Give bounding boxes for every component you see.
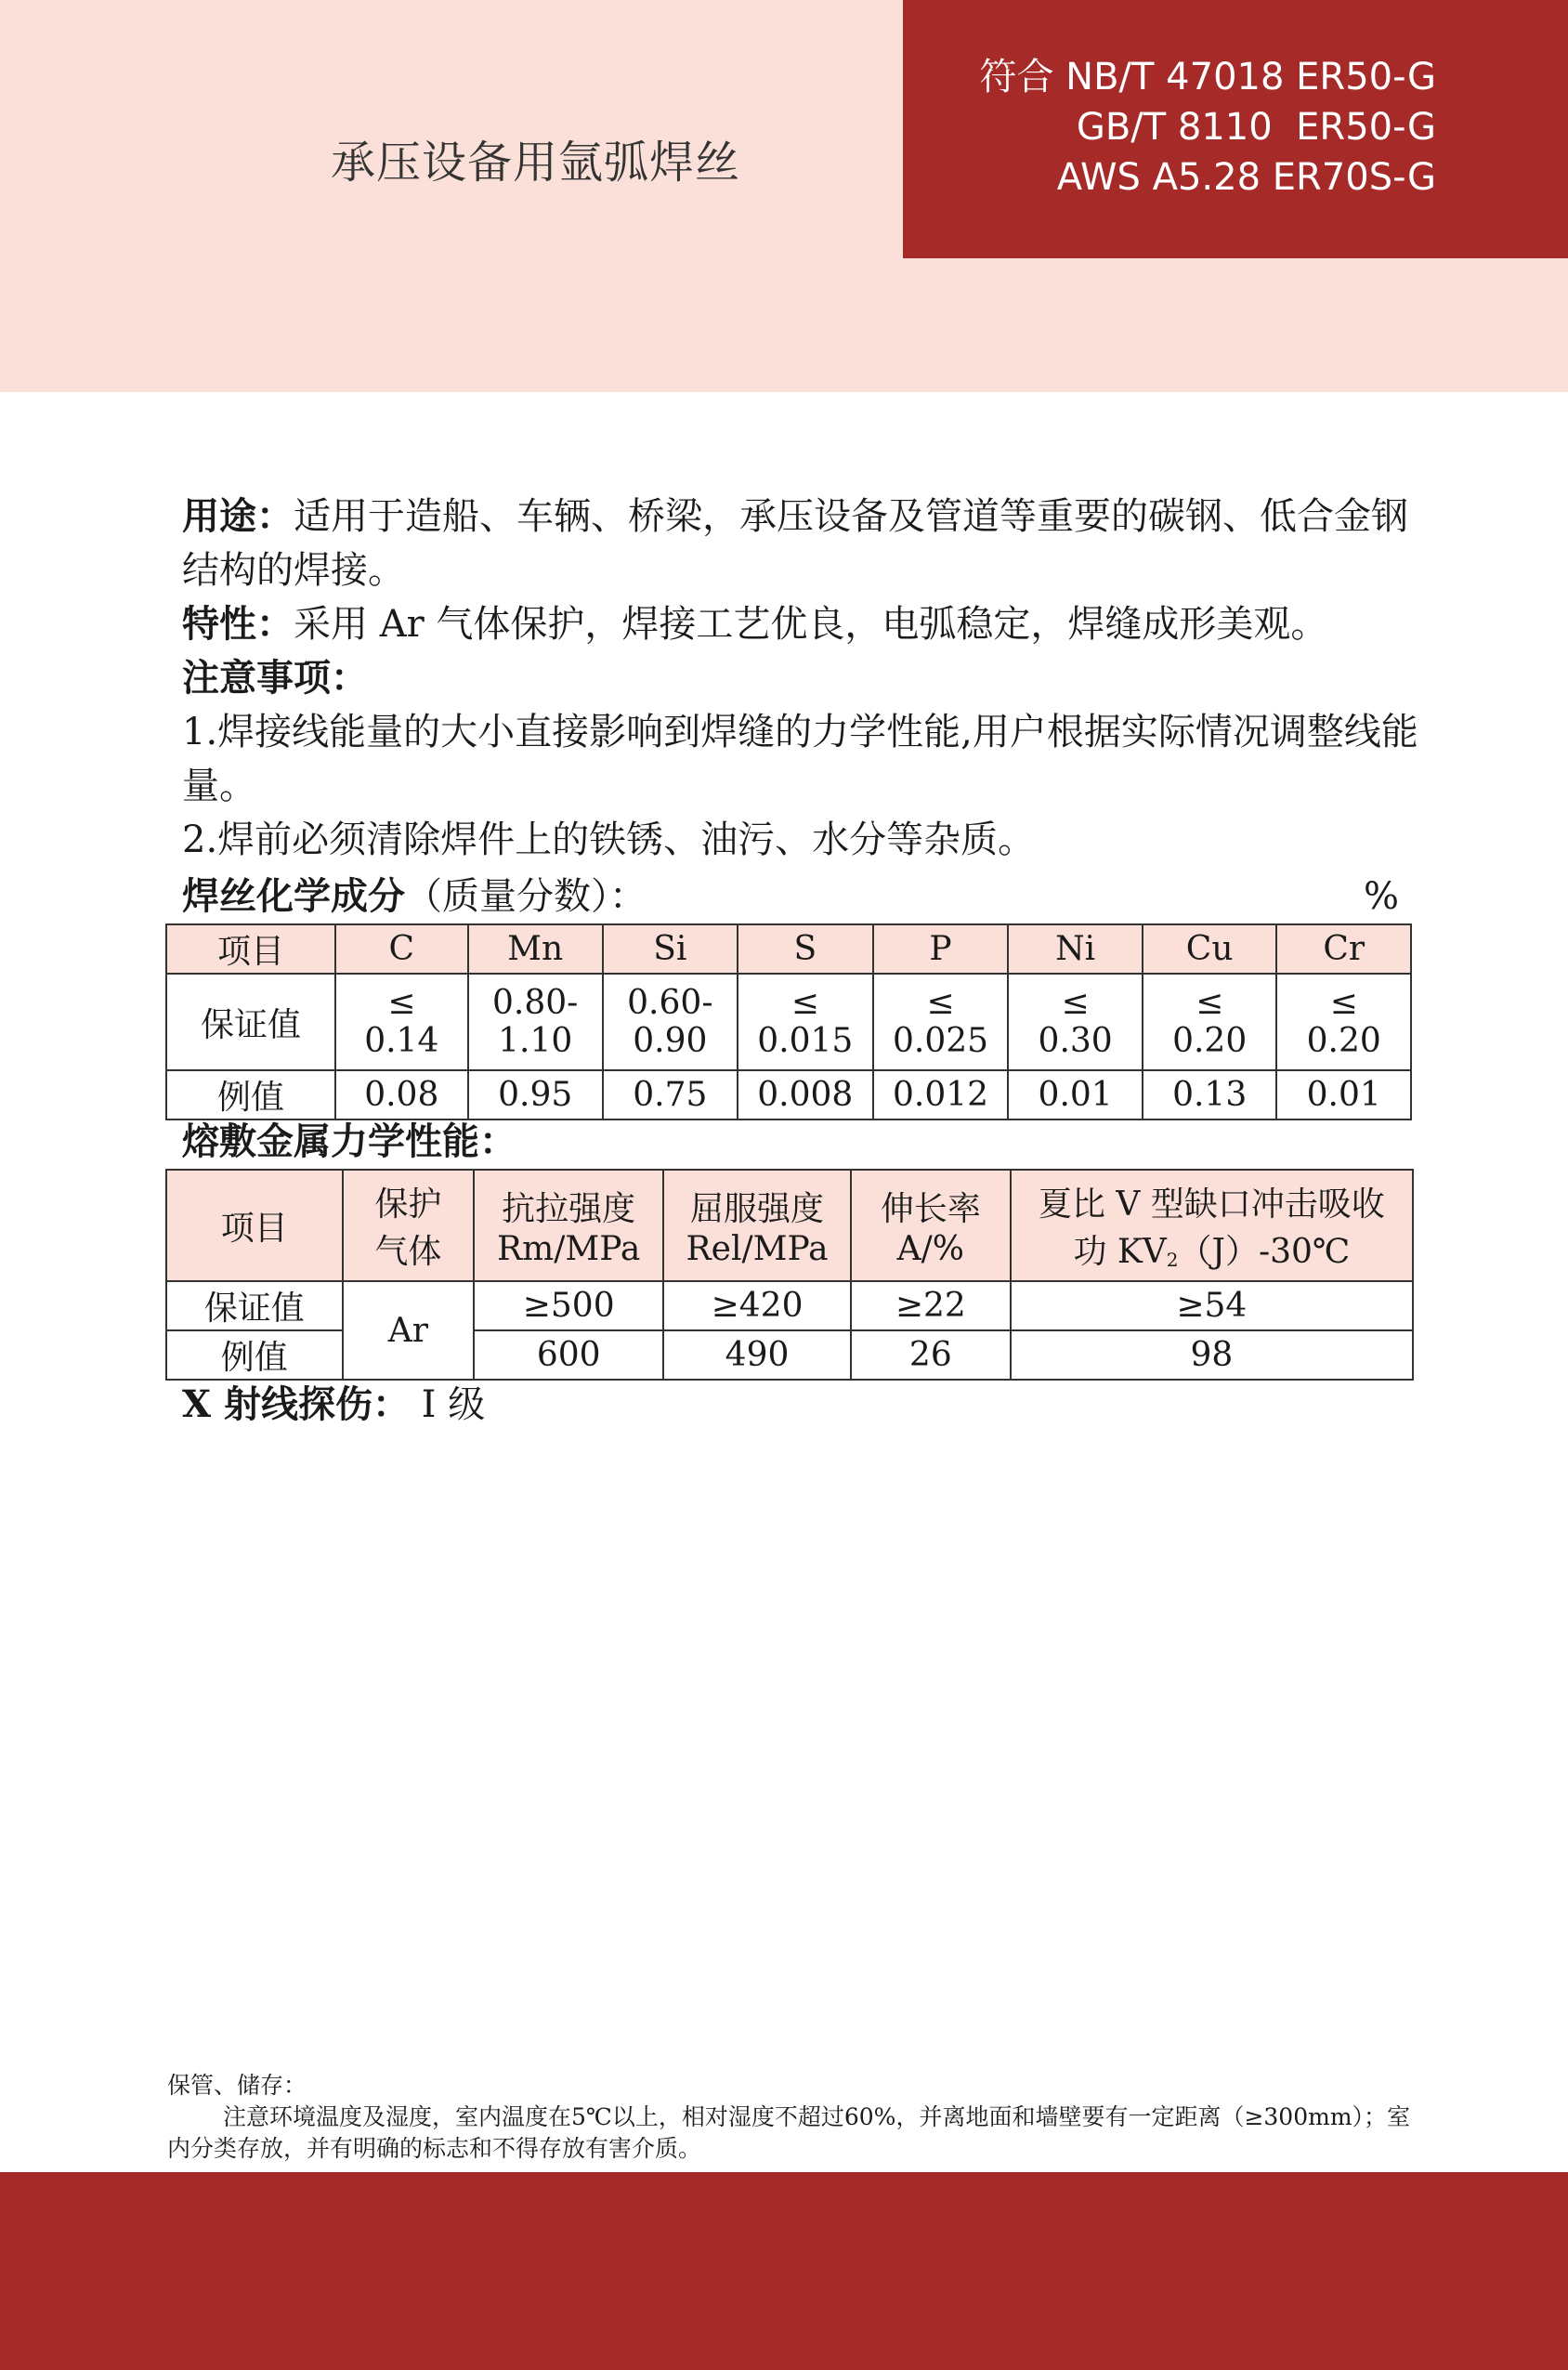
chemical-heading-bold: 焊丝化学成分 (182, 874, 405, 918)
standard-line: 符合 NB/T 47018 ER50-G (979, 56, 1436, 98)
mechanical-table (165, 1169, 1414, 1381)
standard-line: AWS A5.28 ER70S-G (1056, 156, 1436, 199)
header-cell: 抗拉强度 Rm/MPa (474, 1170, 663, 1281)
shield-gas-cell: Ar (343, 1281, 475, 1380)
header-cell: 项目 (166, 924, 335, 974)
table-cell: 0.08 (335, 1070, 468, 1120)
table-cell: 0.01 (1008, 1070, 1143, 1120)
table-cell: 98 (1011, 1330, 1413, 1380)
table-cell: 490 (663, 1330, 851, 1380)
row-label: 例值 (166, 1330, 343, 1380)
table-cell: ≤ 0.20 (1276, 974, 1411, 1070)
table-cell: 0.75 (603, 1070, 738, 1120)
header-cell: 屈服强度 Rel/MPa (663, 1170, 851, 1281)
header-cell: Cu (1143, 924, 1277, 974)
header-cell: Cr (1276, 924, 1411, 974)
features-text: 采用 Ar 气体保护，焊接工艺优良，电弧稳定，焊缝成形美观。 (294, 603, 1328, 646)
xray-inspection (182, 1378, 485, 1432)
xray-label: X 射线探伤： (182, 1382, 410, 1426)
table-cell: ≤ 0.14 (335, 974, 468, 1070)
usage-paragraph (182, 490, 1427, 597)
usage-label: 用途： (182, 494, 294, 538)
table-row (166, 974, 1411, 1070)
table-row (166, 1281, 1413, 1330)
table-row (166, 1070, 1411, 1120)
features-paragraph (182, 597, 1427, 651)
table-cell: ≥54 (1011, 1281, 1413, 1330)
note-item: 1.焊接线能量的大小直接影响到焊缝的力学性能,用户根据实际情况调整线能量。 (182, 711, 1418, 807)
header-cell: 保护 气体 (343, 1170, 475, 1281)
footer-band (0, 2172, 1568, 2370)
chemical-table (165, 923, 1412, 1120)
table-cell: 0.008 (738, 1070, 873, 1120)
header-cell: C (335, 924, 468, 974)
storage-section (167, 2070, 1423, 2165)
mechanical-heading: 熔敷金属力学性能： (182, 1120, 516, 1163)
storage-title: 保管、储存： (167, 2072, 307, 2099)
table-cell: 0.13 (1143, 1070, 1277, 1120)
header-cell: Ni (1008, 924, 1143, 974)
product-title: 承压设备用氩弧焊丝 (331, 137, 741, 189)
table-cell: 26 (851, 1330, 1011, 1380)
table-cell: ≤ 0.015 (738, 974, 873, 1070)
table-cell: 0.60- 0.90 (603, 974, 738, 1070)
table-cell: ≤ 0.30 (1008, 974, 1143, 1070)
standards-list (979, 52, 1436, 203)
table-header-row (166, 924, 1411, 974)
header-cell: Mn (468, 924, 603, 974)
table-cell: ≥22 (851, 1281, 1011, 1330)
chemical-heading-normal: （质量分数）： (405, 875, 647, 918)
notes-heading: 注意事项： (182, 656, 368, 700)
table-cell: 0.01 (1276, 1070, 1411, 1120)
chemical-heading (182, 870, 1399, 923)
storage-text: 注意环境温度及湿度，室内温度在5℃以上，相对湿度不超过60%，并离地面和墙壁要有一定距离（≥300mm）；室内分类存放，并有明确的标志和不得存放有害介质。 (167, 2103, 1411, 2162)
table-cell: 0.95 (468, 1070, 603, 1120)
header-cell: 项目 (166, 1170, 343, 1281)
header-cell: S (738, 924, 873, 974)
table-cell: ≥500 (474, 1281, 663, 1330)
header-cell: Si (603, 924, 738, 974)
row-label: 保证值 (166, 974, 335, 1070)
header-cell: 夏比 V 型缺口冲击吸收 功 $KV_2(J)-30℃$ (1011, 1170, 1413, 1281)
description-section (182, 490, 1427, 867)
features-label: 特性： (182, 602, 294, 646)
row-label: 保证值 (166, 1281, 343, 1330)
row-label: 例值 (166, 1070, 335, 1120)
chemical-unit: % (1363, 875, 1399, 918)
xray-value: I 级 (409, 1383, 486, 1426)
usage-text: 适用于造船、车辆、桥梁，承压设备及管道等重要的碳钢、低合金钢结构的焊接。 (182, 495, 1408, 592)
header-cell: P (873, 924, 1009, 974)
table-header-row (166, 1170, 1413, 1281)
standard-line: GB/T 8110 ER50-G (1076, 106, 1436, 149)
table-cell: ≤ 0.20 (1143, 974, 1277, 1070)
table-cell: 0.80- 1.10 (468, 974, 603, 1070)
table-cell: ≥420 (663, 1281, 851, 1330)
table-cell: 0.012 (873, 1070, 1009, 1120)
note-item: 2.焊前必须清除焊件上的铁锈、油污、水分等杂质。 (182, 818, 1036, 861)
table-cell: ≤ 0.025 (873, 974, 1009, 1070)
table-cell: 600 (474, 1330, 663, 1380)
header-cell: 伸长率 A/% (851, 1170, 1011, 1281)
